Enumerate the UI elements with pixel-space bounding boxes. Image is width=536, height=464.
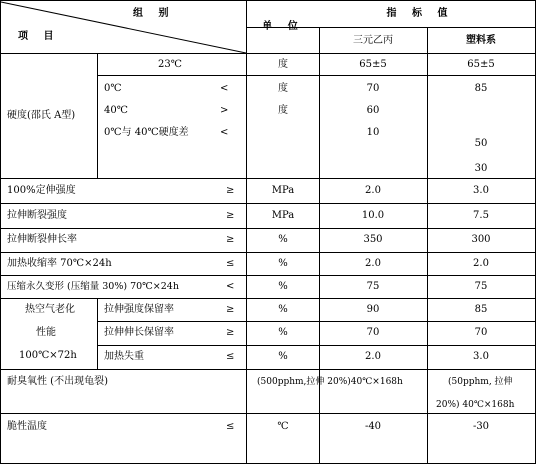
rule [97, 321, 536, 322]
brittle-op: ≤ [226, 421, 235, 432]
aging-op: ≥ [226, 304, 235, 315]
hardness-plastic: 85 [474, 83, 488, 94]
hardness-epdm: 60 [366, 105, 380, 116]
hardness-op: < [220, 127, 229, 138]
hardness-epdm: 70 [366, 83, 380, 94]
rule [319, 27, 320, 464]
brittle-unit: ℃ [277, 421, 289, 432]
rule [0, 178, 536, 179]
header-col-epdm: 三元乙丙 [353, 35, 393, 46]
row-item: 加热收缩率 70℃×24h [7, 258, 112, 269]
row-plastic: 2.0 [473, 258, 489, 269]
aging-label: 100℃×72h [19, 350, 77, 361]
header-diagonal [0, 0, 247, 54]
aging-unit: % [278, 327, 288, 338]
row-op: ≥ [226, 185, 235, 196]
rule [97, 53, 98, 178]
aging-op: ≤ [226, 351, 235, 362]
rule [0, 252, 536, 253]
ozone-epdm: (500pphm,拉伸 20%)40℃×168h [257, 377, 403, 387]
aging-plastic: 85 [474, 304, 488, 315]
header-group: 组 别 [133, 8, 175, 19]
aging-epdm: 70 [366, 327, 380, 338]
hardness-cond: 0℃ [104, 83, 122, 94]
row-op: ≤ [226, 258, 235, 269]
row-item: 拉伸断裂强度 [7, 210, 67, 221]
row-epdm: 2.0 [365, 258, 381, 269]
rule [246, 0, 247, 464]
row-unit: % [278, 258, 288, 269]
hardness-title: 硬度(邵氏 A型) [7, 110, 76, 121]
row-plastic: 75 [474, 281, 488, 292]
row-item: 拉伸断裂伸长率 [7, 234, 77, 245]
row-item: 压缩永久变形 (压缩量 30%) 70℃×24h [7, 281, 179, 292]
rule [97, 298, 98, 369]
aging-item: 拉伸伸长保留率 [104, 327, 174, 338]
row-unit: MPa [271, 210, 295, 221]
aging-label: 性能 [36, 327, 56, 338]
rule [427, 27, 428, 464]
aging-unit: % [278, 351, 288, 362]
brittle-plastic: -30 [472, 421, 490, 432]
hardness-cond: 23℃ [158, 59, 182, 70]
rule [0, 298, 536, 299]
row-op: < [226, 281, 235, 292]
hardness-plastic: 50 [474, 138, 488, 149]
row-epdm: 75 [366, 281, 380, 292]
rule [0, 203, 536, 204]
aging-epdm: 2.0 [365, 351, 381, 362]
ozone-item: 耐臭氧性 (不出现龟裂) [7, 376, 108, 387]
aging-item: 加热失重 [104, 351, 144, 362]
hardness-unit: 度 [278, 83, 288, 94]
row-epdm: 350 [363, 234, 383, 245]
row-unit: % [278, 281, 288, 292]
rule [0, 413, 536, 414]
header-item: 项 目 [18, 31, 60, 42]
aging-epdm: 90 [366, 304, 380, 315]
hardness-op: > [220, 105, 229, 116]
row-op: ≥ [226, 210, 235, 221]
hardness-plastic: 65±5 [467, 59, 495, 70]
header-index-value: 指 标 值 [386, 8, 454, 19]
aging-plastic: 3.0 [473, 351, 489, 362]
ozone-plastic: (50pphm, 拉伸 [448, 377, 513, 387]
row-plastic: 7.5 [473, 210, 489, 221]
row-unit: % [278, 234, 288, 245]
aging-plastic: 70 [474, 327, 488, 338]
row-epdm: 10.0 [361, 210, 385, 221]
hardness-unit: 度 [278, 105, 288, 116]
aging-item: 拉伸强度保留率 [104, 304, 174, 315]
brittle-epdm: -40 [364, 421, 382, 432]
hardness-unit: 度 [278, 59, 288, 70]
row-plastic: 3.0 [473, 185, 489, 196]
hardness-op: < [220, 83, 229, 94]
aging-op: ≥ [226, 327, 235, 338]
rule [0, 275, 536, 276]
ozone-plastic: 20%) 40℃×168h [436, 400, 515, 410]
brittle-item: 脆性温度 [7, 421, 47, 432]
header-col-plastic: 塑料系 [466, 35, 496, 46]
rule [97, 75, 536, 76]
aging-unit: % [278, 304, 288, 315]
hardness-epdm: 10 [366, 127, 380, 138]
rule [97, 345, 536, 346]
hardness-cond: 0℃与 40℃硬度差 [104, 127, 189, 138]
row-op: ≥ [226, 234, 235, 245]
hardness-plastic: 30 [474, 163, 488, 174]
header-unit: 单 位 [262, 21, 304, 32]
hardness-epdm: 65±5 [359, 59, 387, 70]
row-plastic: 300 [471, 234, 491, 245]
hardness-cond: 40℃ [104, 105, 128, 116]
rule [0, 369, 536, 370]
rule [0, 0, 1, 464]
row-unit: MPa [271, 185, 295, 196]
row-epdm: 2.0 [365, 185, 381, 196]
rule [0, 228, 536, 229]
row-item: 100%定伸强度 [7, 185, 76, 196]
aging-label: 热空气老化 [25, 304, 75, 315]
